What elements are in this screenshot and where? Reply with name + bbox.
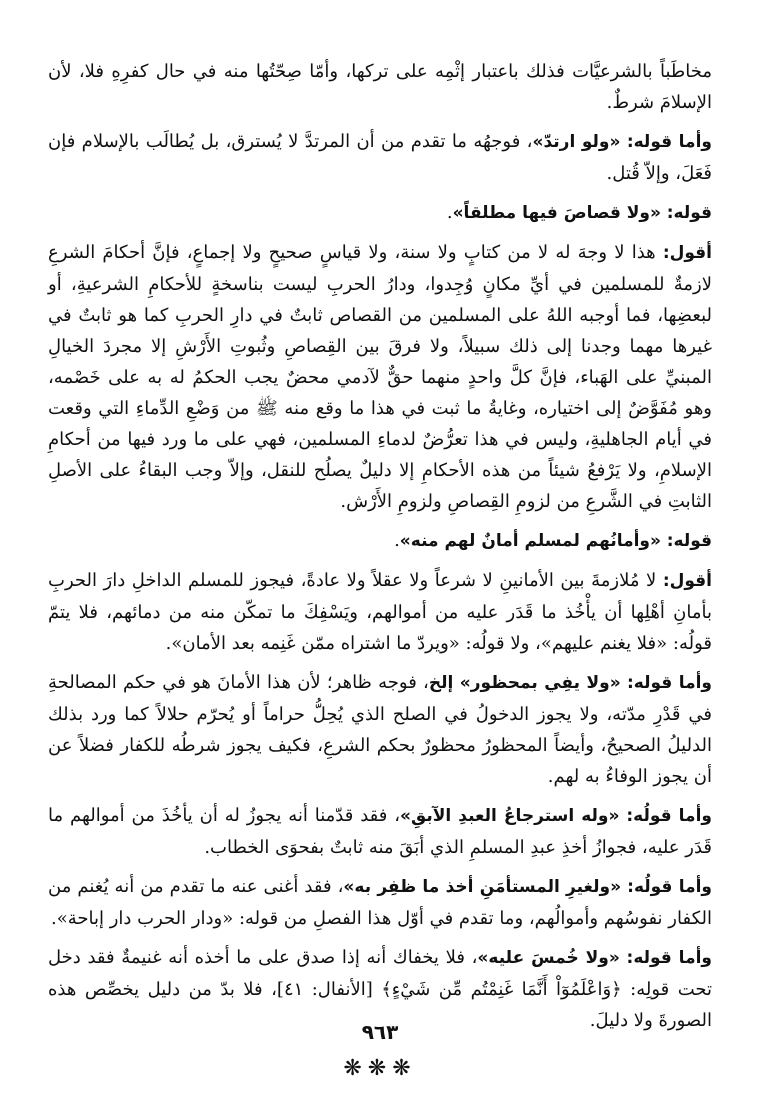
quoted-text: «ولا خُمسَ عليه» <box>477 948 620 968</box>
paragraph-text: لا مُلازمةَ بين الأمانينِ لا شرعاً ولا عقلاً ولا عادةً، فيجوز للمسلم الداخلِ دارَ الحربِ بأمانِ أهْلِها أن يأْخُذ ما قَدَر عليه من أموالهم، ويَسْفِكَ ما تمكّن منه من دمائهم، فلا يتمّ قولُه: «فلا يغنم عليهم»، ولا قولُه: «ويردّ ما اشتراه ممّن غَنِمه بعد الأمان». <box>48 570 712 654</box>
paragraph-text: ، فوجهُه ما تقدم من أن المرتدَّ لا يُسترق، بل يُطالَب بالإسلام فإن فَعَلَ، وإلاّ قُتل. <box>48 131 712 184</box>
paragraph-lead: قوله: <box>666 531 712 551</box>
page-number: ٩٦٣ <box>361 1020 399 1044</box>
quoted-text: «ولا قصاصَ فيها مطلقاً» <box>452 203 661 223</box>
quoted-text: «وله استرجاعُ العبدِ الآبقِ» <box>400 806 620 826</box>
paragraph-lead: وأما قوله: <box>626 132 712 152</box>
paragraph <box>48 667 712 792</box>
section-ornament: ❋❋❋ <box>343 1056 417 1081</box>
paragraph-text: مخاطَباً بالشرعيَّات فذلك باعتبار إثْمِه على تركها، وأمّا صِحّتُها منه في حال كفرِهِ فلا، لأن الإسلامَ شرطٌ. <box>48 61 712 113</box>
paragraph-text: هذا لا وجهَ له لا من كتابٍ ولا سنة، ولا قياسٍ صحيحٍ ولا إجماعٍ، فإنَّ أحكامَ الشرعِ لازمةٌ للمسلمين في أيِّ مكانٍ وُجِدوا، ودارُ الحربِ ليست بناسخةٍ للأحكامِ الشرعيةِ، أو لبعضِها، فما أوجبه اللهُ على المسلمين من القصاص ثابتٌ في دارِ الحربِ كما هو ثابتٌ في غيرها مهما وجدنا إلى ذلك سبيلاً، ولا فرقَ بين القِصاصِ وثُبوتِ الأَرْشِ إلا مجردَ الخيالِ المبنيِّ على الهَباء، فإنَّ كلَّ واحدٍ منهما حقٌّ لآدمي محضٌ يجب الحكمُ له به على خَصْمه، وهو مُفَوَّضٌ إلى اختياره، وغايةُ ما ثبت في هذا ما وقع منه ﷺ من وَضْعِ الدِّماءِ التي وقعت في أيام الجاهليةِ، وليس في هذا تعرُّضٌ لدماءِ المسلمين، فهي على ما ورد فيها من أحكامِ الإسلامِ، ولا يَرْفعُ شيئاً من هذه الأحكامِ إلا دليلٌ يصلُح للنقل، وإلاّ وجب البقاءُ على الأصلِ الثابتِ في الشَّرعِ من لزومِ القِصاصِ ولزومِ الأَرْش. <box>48 242 712 512</box>
paragraph-lead: أقول: <box>662 243 712 263</box>
paragraph-lead: أقول: <box>662 571 712 591</box>
paragraph-lead: وأما قوله: <box>626 948 712 968</box>
paragraph-text: ، فقد أغنى عنه ما تقدم من أنه يُغنم من الكفار نفوسُهم وأموالُهم، وما تقدم في أوّل هذا الفصلِ من قوله: «ودار الحرب دار إباحة». <box>48 876 712 929</box>
body-text <box>48 56 712 1036</box>
paragraph-lead: وأما قولُه: <box>627 877 712 897</box>
paragraph <box>48 197 712 229</box>
paragraph <box>48 800 712 863</box>
paragraph <box>48 126 712 189</box>
paragraph-text: . <box>446 202 453 223</box>
paragraph-lead: وأما قولُه: <box>626 806 712 826</box>
paragraph-lead: قوله: <box>666 203 712 223</box>
paragraph <box>48 237 712 517</box>
paragraph <box>48 871 712 934</box>
paragraph-text: ، فلا يخفاك أنه إذا صدق على ما أخذه أنه غنيمةٌ فقد دخل تحت قولِه: ﴿وَاعْلَمُوٓاْ أَنَّمَا غَنِمْتُم مِّن شَيْءٍ﴾ [الأنفال: ٤١]، فلا بدّ من دليل يخصِّص هذه الصورةَ ولا دليلَ. <box>48 947 712 1031</box>
paragraph-text: ، فوجه ظاهر؛ لأن هذا الأمانَ هو في حكم المصالحةِ في قَدْرِ مدّته، ولا يجوز الدخولُ في الصلح الذي يُحِلُّ حراماً أو يُحرّم حلالاً كما ورد بذلك الدليلُ الصحيحُ، وأيضاً المحظورُ محظورٌ بحكم الشرعِ، فكيف يجوز شرطُه للكفار فضلاً عن أن يجوز الوفاءُ به لهم. <box>48 672 712 787</box>
paragraph <box>48 56 712 118</box>
paragraph-text: . <box>394 530 400 551</box>
quoted-text: «ولو ارتدّ» <box>532 132 621 152</box>
paragraph-text: ، فقد قدّمنا أنه يجوزُ له أن يأخُذَ من أموالهم ما قَدَر عليه، فجوازُ أخذِ عبدِ المسلمِ الذي أبَقَ منه ثابتٌ بفحوَى الخطاب. <box>48 805 712 858</box>
quoted-text: «ولا يفِي بمحظور» إلخ <box>428 673 621 693</box>
paragraph <box>48 565 712 659</box>
quoted-text: «ولغيرِ المستأمَنِ أخذ ما ظفِر به» <box>343 877 622 897</box>
quoted-text: «وأمانُهم لمسلم أمانٌ لهم منه» <box>399 531 661 551</box>
paragraph <box>48 525 712 557</box>
paragraph-lead: وأما قوله: <box>626 673 712 693</box>
